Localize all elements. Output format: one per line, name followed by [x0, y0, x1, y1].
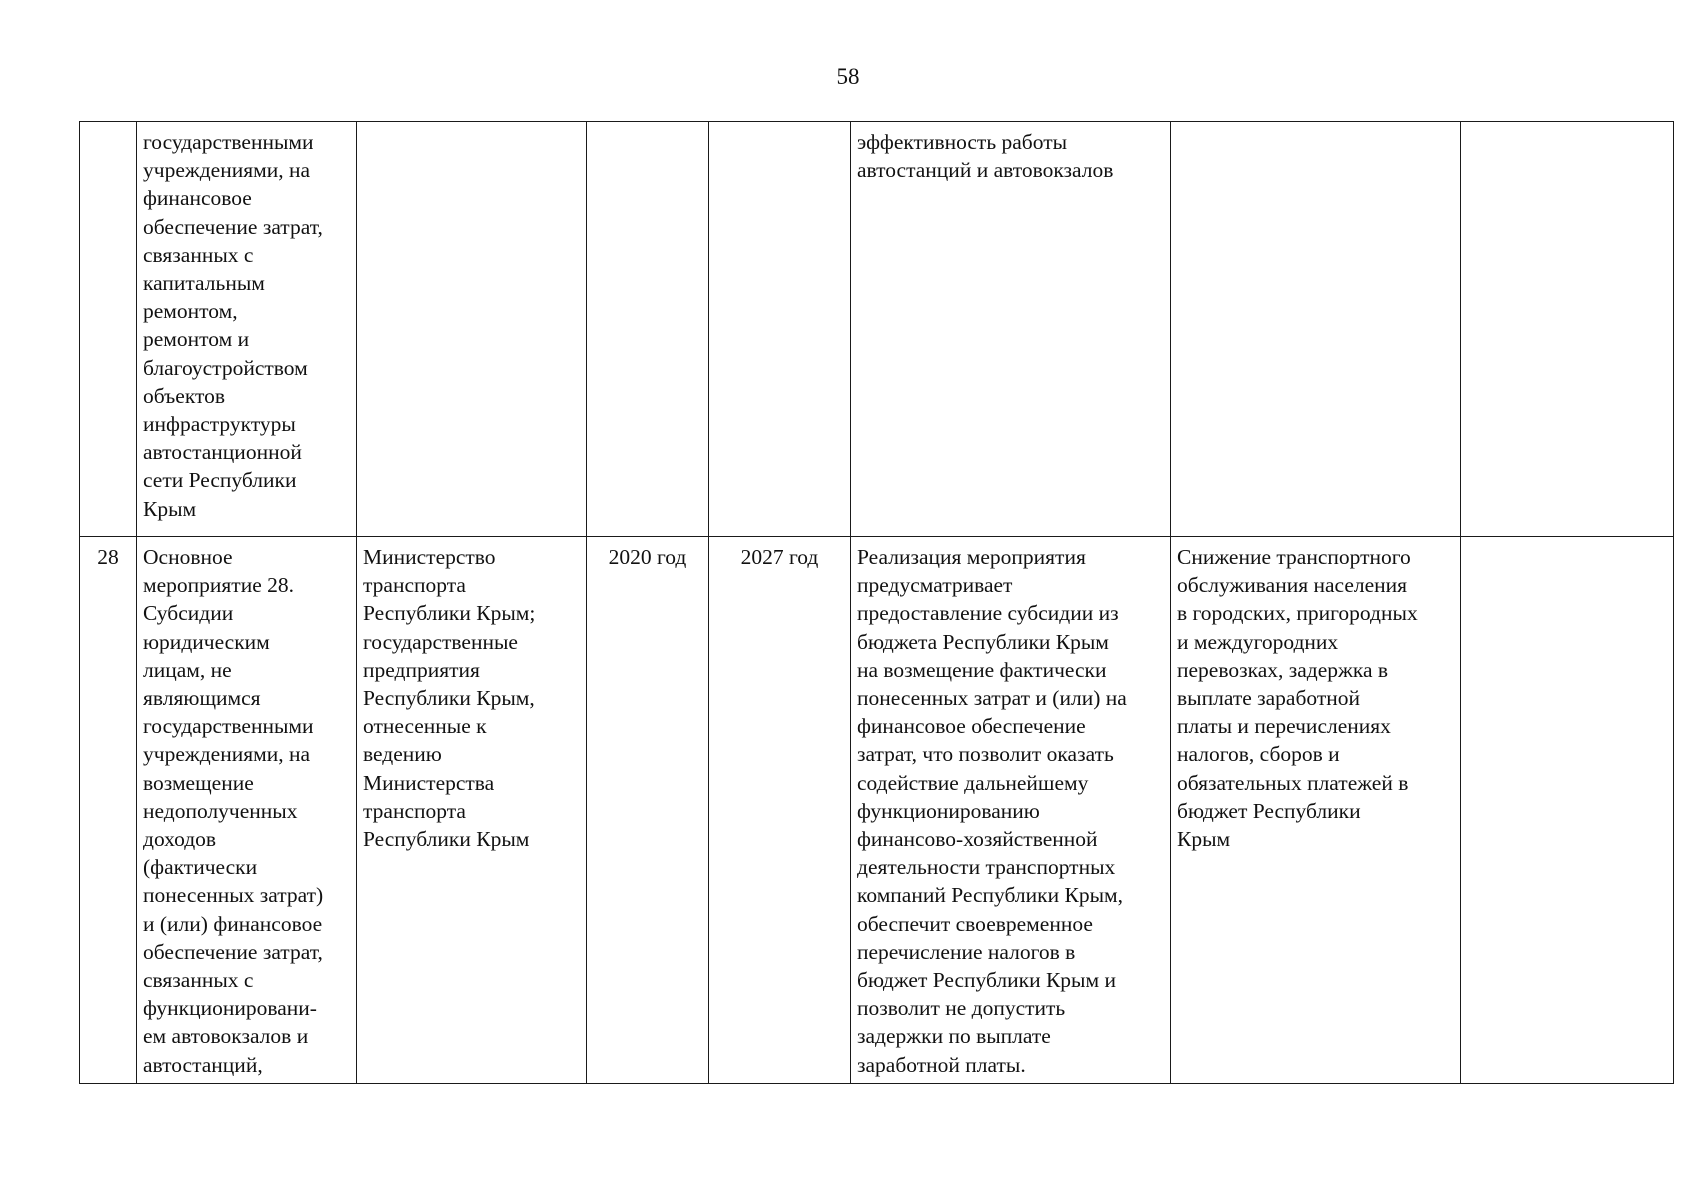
row-number-cell [80, 122, 137, 537]
executor-cell [357, 122, 587, 537]
executor-cell [357, 537, 587, 1084]
measure-name: Основное мероприятие 28. Субсидии юридическим лицам, не являющимся государственными учреждениями, на возмещение недополученных доходов (фактически понесенных затрат) и (или) финансовое обеспечение затрат, связанных с функционировани- ем автовокзалов и автостанций, [143, 545, 324, 1077]
executor: Министерство транспорта Республики Крым; государственные предприятия Республики Крым, отнесенные к ведению Министерства транспорта Республики Крым [363, 545, 536, 852]
consequences-cell [1171, 122, 1461, 537]
expected-result-cell [851, 537, 1171, 1084]
end-date: 2027 год [740, 545, 819, 569]
start-date-cell [587, 122, 709, 537]
start-date-cell [587, 537, 709, 1084]
table-row [80, 537, 1674, 1084]
measure-name: государственными учреждениями, на финансовое обеспечение затрат, связанных с капитальным ремонтом, ремонтом и благоустройством объектов инфраструктуры автостанционной сети Республики Крым [143, 130, 323, 521]
end-date-cell [709, 537, 851, 1084]
page-number: 58 [836, 64, 860, 89]
indicator-link-cell [1461, 537, 1674, 1084]
measure-name-cell [137, 122, 357, 537]
expected-result-cell [851, 122, 1171, 537]
table-row [80, 122, 1674, 537]
expected-result: эффективность работы автостанций и автовокзалов [857, 130, 1114, 183]
end-date-cell [709, 122, 851, 537]
expected-result: Реализация мероприятия предусматривает предоставление субсидии из бюджета Республики Крым на возмещение фактически понесенных затрат и (или) на финансовое обеспечение затрат, что позволит оказать содействие дальнейшему функционированию финансово-хозяйственной деятельности транспортных компаний Республики Крым, обеспечит своевременное перечисление налогов в бюджет Республики Крым и позволит не допустить задержки по выплате заработной платы. [857, 545, 1127, 1077]
program-measures-table [79, 121, 1674, 1084]
indicator-link-cell [1461, 122, 1674, 537]
row-number: 28 [97, 545, 119, 569]
measure-name-cell [137, 537, 357, 1084]
consequences-cell [1171, 537, 1461, 1084]
consequences: Снижение транспортного обслуживания населения в городских, пригородных и междугородних перевозках, задержка в выплате заработной платы и перечислениях налогов, сборов и обязательных платежей в бюджет Республики Крым [1177, 545, 1418, 852]
row-number-cell [80, 537, 137, 1084]
start-date: 2020 год [608, 545, 687, 569]
